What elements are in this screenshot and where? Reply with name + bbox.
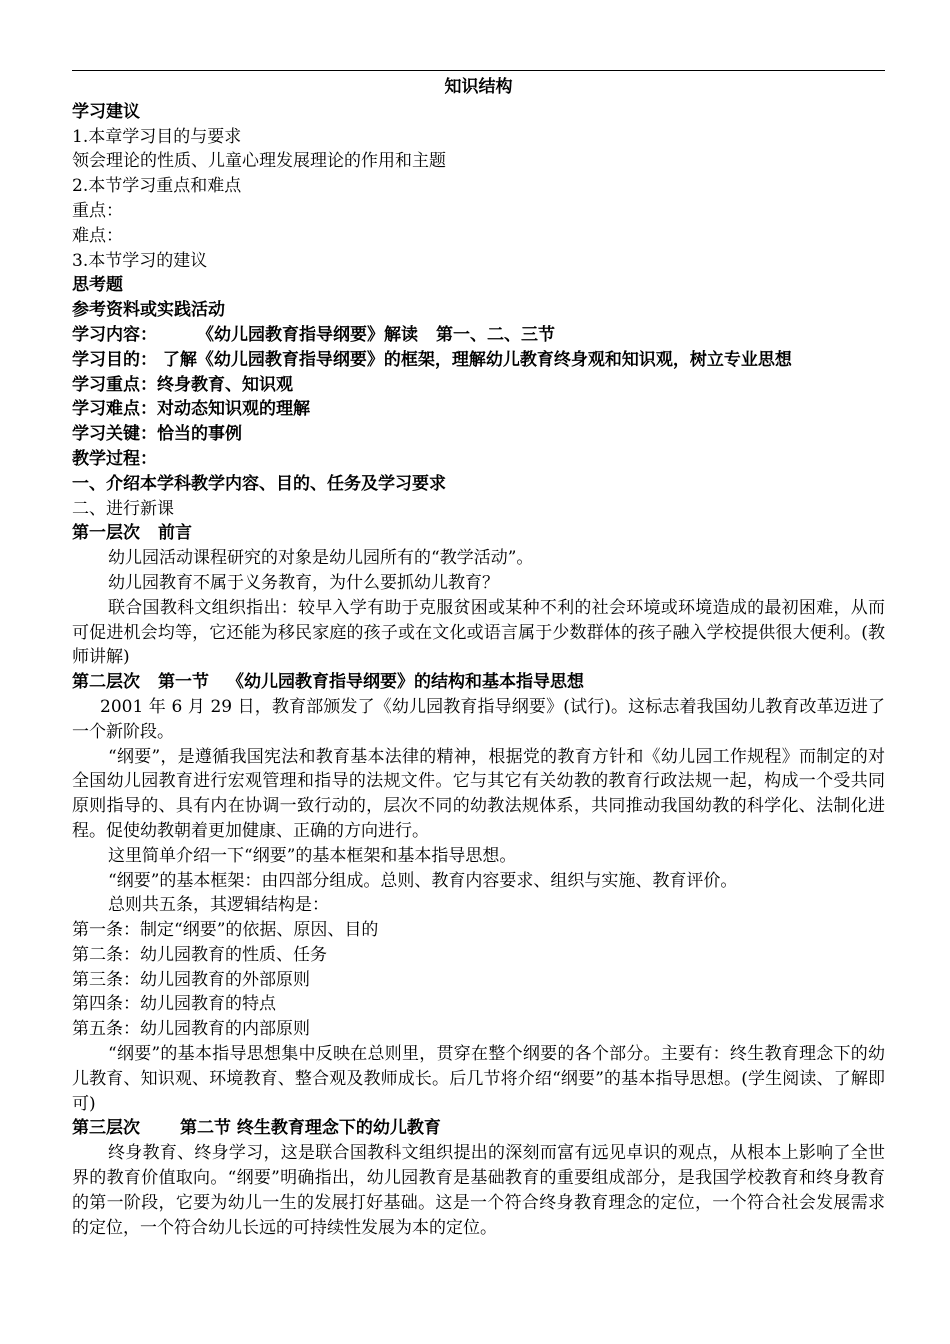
study-content-book: 《幼儿园教育指导纲要》解读	[197, 324, 418, 345]
level-1-label: 第一层次	[72, 523, 140, 544]
advice-item-2: 2.本节学习重点和难点	[72, 176, 242, 197]
teaching-process: 教学过程：	[72, 448, 157, 469]
header-rule	[72, 70, 885, 71]
advice-item-3: 3.本节学习的建议	[72, 250, 208, 271]
article-5: 第五条：幼儿园教育的内部原则	[72, 1019, 310, 1040]
study-content-sections: 第一、二、三节	[436, 324, 555, 345]
level-2-section: 第一节	[158, 672, 209, 693]
step-2: 二、进行新课	[72, 498, 174, 519]
level-3-paragraph-1: 终身教育、终身学习，这是联合国教科文组织提出的深刻而富有远见卓识的观点，从根本上影响了全世界的教育价值取向。“纲要”明确指出，幼儿园教育是基础教育的重要组成部分，是我国学校教育和终身教育的第一阶段，它要为幼儿一生的发展打好基础。这是一个符合终身教育理念的定位，一个符合社会发展需求的定位，一个符合幼儿长远的可持续性发展为本的定位。	[72, 1143, 885, 1238]
difficulty-label: 难点：	[72, 225, 123, 246]
level-1-title: 前言	[158, 523, 192, 544]
level-2-paragraph-2: “纲要”，是遵循我国宪法和教育基本法律的精神，根据党的教育方针和《幼儿园工作规程》而制定的对全国幼儿园教育进行宏观管理和指导的法规文件。它与其它有关幼教的教育行政法规一起，构成一个受共同原则指导的、具有内在协调一致行动的，层次不同的幼教法规体系，共同推动我国幼教的科学化、法制化进程。促使幼教朝着更加健康、正确的方向进行。	[72, 746, 885, 841]
level-2-heading	[72, 670, 885, 695]
level-3-label: 第三层次	[72, 1118, 140, 1139]
article-3: 第三条：幼儿园教育的外部原则	[72, 969, 310, 990]
advice-item-1-text: 领会理论的性质、儿童心理发展理论的作用和主题	[72, 151, 446, 172]
study-hard: 学习难点：对动态知识观的理解	[72, 399, 310, 420]
reference-heading: 参考资料或实践活动	[72, 300, 225, 321]
level-1-paragraph-3: 联合国教科文组织指出：较早入学有助于克服贫困或某种不利的社会环境或环境造成的最初困难，从而可促进机会均等，它还能为移民家庭的孩子或在文化或语言属于少数群体的孩子融入学校提供很大便利。(教师讲解)	[72, 597, 885, 668]
article-1: 第一条：制定“纲要”的依据、原因、目的	[72, 920, 379, 941]
doc-title: 知识结构	[444, 77, 513, 97]
level-2-paragraph-4: “纲要”的基本框架：由四部分组成。总则、教育内容要求、组织与实施、教育评价。	[108, 870, 738, 891]
level-2-title: 《幼儿园教育指导纲要》的结构和基本指导思想	[227, 672, 584, 693]
study-key: 学习重点：终身教育、知识观	[72, 374, 293, 395]
level-3-title: 第二节 终生教育理念下的幼儿教育	[180, 1118, 441, 1139]
advice-item-1: 1.本章学习目的与要求	[72, 126, 242, 147]
document-page	[72, 70, 885, 1240]
level-2-paragraph-6: “纲要”的基本指导思想集中反映在总则里，贯穿在整个纲要的各个部分。主要有：终生教育理念下的幼儿教育、知识观、环境教育、整合观及教师成长。后几节将介绍“纲要”的基本指导思想。(学生阅读、了解即可)	[72, 1044, 885, 1114]
focus-label: 重点：	[72, 200, 123, 221]
level-3-heading	[72, 1116, 885, 1141]
thinking-heading: 思考题	[72, 275, 123, 296]
level-1-paragraph-1: 幼儿园活动课程研究的对象是幼儿园所有的“教学活动”。	[108, 548, 534, 569]
level-2-paragraph-1: 2001 年 6 月 29 日，教育部颁发了《幼儿园教育指导纲要》(试行)。这标志着我国幼儿教育改革迈进了一个新阶段。	[72, 696, 885, 742]
level-1-heading	[72, 521, 885, 546]
level-2-label: 第二层次	[72, 672, 140, 693]
level-2-paragraph-3: 这里简单介绍一下“纲要”的基本框架和基本指导思想。	[108, 845, 517, 866]
study-crux: 学习关键：恰当的事例	[72, 424, 242, 445]
study-content-label: 学习内容：	[72, 324, 157, 345]
study-advice-heading: 学习建议	[72, 101, 140, 122]
article-4: 第四条：幼儿园教育的特点	[72, 994, 276, 1015]
study-content	[72, 323, 885, 348]
level-2-paragraph-5: 总则共五条，其逻辑结构是：	[108, 895, 329, 916]
level-1-paragraph-2: 幼儿园教育不属于义务教育，为什么要抓幼儿教育？	[108, 572, 499, 593]
article-2: 第二条：幼儿园教育的性质、任务	[72, 944, 327, 965]
step-1: 一、介绍本学科教学内容、目的、任务及学习要求	[72, 473, 446, 494]
study-goal: 学习目的： 了解《幼儿园教育指导纲要》的框架，理解幼儿教育终身观和知识观，树立专业思想	[72, 349, 792, 370]
